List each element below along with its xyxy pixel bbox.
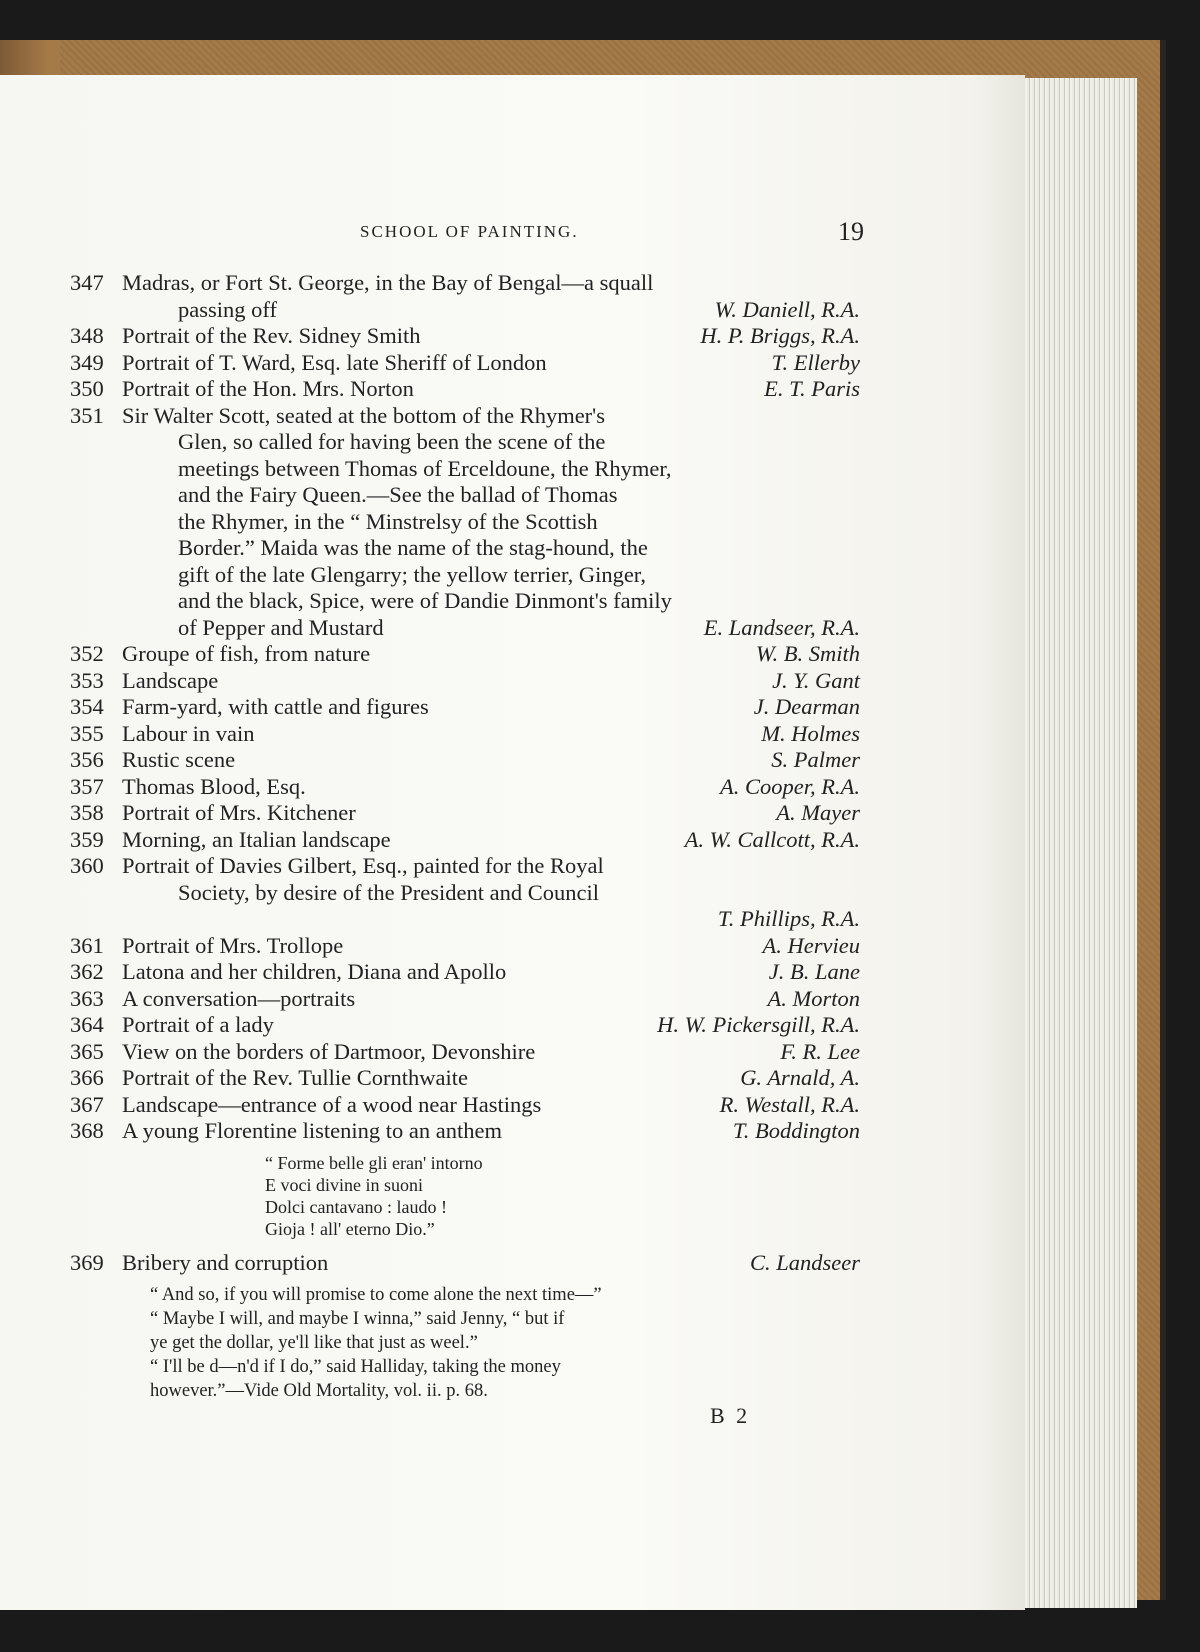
entry-title: A young Florentine listening to an anthem — [122, 1118, 502, 1143]
quote-line: “ Maybe I will, and maybe I winna,” said Jenny, “ but if — [150, 1309, 565, 1329]
entry-title: Portrait of the Hon. Mrs. Norton — [122, 376, 414, 401]
entry-artist: S. Palmer — [771, 747, 860, 772]
entry-artist: T. Boddington — [732, 1118, 860, 1143]
entry-artist: A. Cooper, R.A. — [720, 773, 860, 799]
entry-title: Rustic scene — [122, 747, 236, 772]
entry-number: 354 — [70, 694, 104, 719]
quote-line: E voci divine in suoni — [265, 1175, 423, 1195]
entry-title: Labour in vain — [122, 720, 255, 746]
entry-title: Portrait of Mrs. Kitchener — [122, 800, 356, 825]
entry-artist: T. Ellerby — [771, 349, 860, 375]
entry-number: 351 — [70, 402, 104, 428]
entry-title: Portrait of Davies Gilbert, Esq., painted for the Royal — [122, 853, 604, 878]
entry-artist: A. Mayer — [776, 800, 860, 825]
catalogue-entries — [70, 270, 860, 1145]
catalogue-row — [70, 906, 860, 933]
entry-title: Morning, an Italian landscape — [122, 826, 391, 852]
entry-artist: J. Y. Gant — [772, 667, 860, 693]
entry-artist: R. Westall, R.A. — [719, 1091, 860, 1117]
entry-number: 366 — [70, 1065, 104, 1090]
catalogue-row — [70, 297, 860, 324]
entry-number: 350 — [70, 376, 104, 401]
catalogue-row — [70, 403, 860, 430]
page-number: 19 — [838, 217, 864, 246]
signature-mark: B 2 — [710, 1403, 751, 1428]
entry-artist: H. W. Pickersgill, R.A. — [657, 1012, 860, 1037]
entry-title: of Pepper and Mustard — [178, 614, 384, 640]
entry-number: 364 — [70, 1012, 104, 1037]
entry-number: 363 — [70, 985, 104, 1011]
entry-number: 347 — [70, 270, 104, 295]
quote-line: Dolci cantavano : laudo ! — [265, 1197, 447, 1217]
catalogue-row — [70, 562, 860, 589]
entry-title: Portrait of a lady — [122, 1012, 274, 1037]
entry-title: Portrait of the Rev. Sidney Smith — [122, 323, 421, 348]
entry-title: Latona and her children, Diana and Apollo — [122, 959, 507, 984]
catalogue-row — [70, 668, 860, 695]
entry-number: 367 — [70, 1091, 104, 1117]
entry-title: Bribery and corruption — [122, 1250, 329, 1275]
catalogue-row — [70, 747, 860, 774]
entry-title: Farm-yard, with cattle and figures — [122, 694, 429, 719]
catalogue-row — [70, 1012, 860, 1039]
catalogue-row — [70, 588, 860, 615]
catalogue-row — [70, 323, 860, 350]
entry-artist: W. B. Smith — [755, 641, 860, 666]
catalogue-row — [70, 429, 860, 456]
running-header: SCHOOL OF PAINTING. — [360, 222, 579, 241]
entry-artist: A. W. Callcott, R.A. — [684, 826, 860, 852]
entry-title: Madras, or Fort St. George, in the Bay of Bengal—a squall — [122, 270, 654, 295]
quote-line: “ I'll be d—n'd if I do,” said Halliday, taking the money — [150, 1357, 561, 1377]
catalogue-row — [70, 800, 860, 827]
entry-title: View on the borders of Dartmoor, Devonshire — [122, 1038, 536, 1064]
entry-artist: F. R. Lee — [780, 1038, 860, 1064]
entry-title: Groupe of fish, from nature — [122, 641, 371, 666]
entry-title: Portrait of the Rev. Tullie Cornthwaite — [122, 1065, 469, 1090]
entry-artist: H. P. Briggs, R.A. — [700, 323, 860, 348]
entry-number: 349 — [70, 349, 104, 375]
entry-title: Portrait of Mrs. Trollope — [122, 932, 344, 958]
catalogue-row — [70, 853, 860, 880]
catalogue-row — [70, 1039, 860, 1066]
entry-title: and the black, Spice, were of Dandie Dinmont's family — [178, 588, 672, 613]
catalogue-row — [70, 270, 860, 297]
entry-number: 359 — [70, 826, 104, 852]
entry-title: gift of the late Glengarry; the yellow terrier, Ginger, — [178, 561, 647, 587]
catalogue-row — [70, 959, 860, 986]
entry-title: Landscape — [122, 667, 219, 693]
catalogue-row — [70, 482, 860, 509]
catalogue-row — [70, 694, 860, 721]
entry-artist: G. Arnald, A. — [740, 1065, 860, 1090]
entry-number: 352 — [70, 641, 104, 666]
entry-title: A conversation—portraits — [122, 985, 356, 1011]
entry-title: Glen, so called for having been the scene of the — [178, 429, 606, 454]
catalogue-row — [70, 641, 860, 668]
catalogue-row — [70, 376, 860, 403]
entry-title: Landscape—entrance of a wood near Hastings — [122, 1091, 542, 1117]
quote-line: Gioja ! all' eterno Dio.” — [265, 1219, 435, 1239]
catalogue-row — [70, 1065, 860, 1092]
entry-number: 360 — [70, 853, 104, 878]
catalogue-row — [70, 827, 860, 854]
entry-number: 361 — [70, 932, 104, 958]
entry-number: 358 — [70, 800, 104, 825]
entry-title: passing off — [178, 296, 277, 322]
entry-title: Thomas Blood, Esq. — [122, 773, 306, 799]
catalogue-row — [70, 721, 860, 748]
entry-title: Border.” Maida was the name of the stag-hound, the — [178, 535, 648, 560]
catalogue-row — [70, 456, 860, 483]
entry-title: meetings between Thomas of Erceldoune, the Rhymer, — [178, 455, 672, 481]
entry-number: 356 — [70, 747, 104, 772]
quote-369 — [150, 1283, 760, 1403]
entry-title: Portrait of T. Ward, Esq. late Sheriff of London — [122, 349, 547, 375]
entry-number: 369 — [70, 1250, 104, 1275]
catalogue-row — [70, 615, 860, 642]
entry-artist: E. Landseer, R.A. — [703, 614, 860, 640]
catalogue-row — [70, 1118, 860, 1145]
page-edges — [1015, 78, 1137, 1608]
quote-line: “ Forme belle gli eran' intorno — [265, 1153, 483, 1173]
entry-title: Sir Walter Scott, seated at the bottom of the Rhymer's — [122, 402, 605, 428]
catalogue-row — [70, 880, 860, 907]
entry-number: 365 — [70, 1038, 104, 1064]
entry-artist: J. Dearman — [753, 694, 860, 719]
catalogue-row — [70, 933, 860, 960]
entry-number: 357 — [70, 773, 104, 799]
entry-artist: M. Holmes — [761, 720, 860, 746]
entry-number: 368 — [70, 1118, 104, 1143]
catalogue-row — [70, 1092, 860, 1119]
entry-title: the Rhymer, in the “ Minstrelsy of the Scottish — [178, 508, 598, 534]
catalogue-row — [70, 350, 860, 377]
catalogue-row — [70, 986, 860, 1013]
quote-368 — [265, 1152, 483, 1240]
entry-number: 353 — [70, 667, 104, 693]
entry-artist: T. Phillips, R.A. — [717, 906, 860, 931]
entry-title: Society, by desire of the President and Council — [178, 879, 599, 905]
entry-number: 362 — [70, 959, 104, 984]
entry-artist: A. Morton — [767, 985, 860, 1011]
catalogue-entry-369 — [70, 1249, 860, 1277]
entry-artist: A. Hervieu — [762, 932, 860, 958]
quote-line: ye get the dollar, ye'll like that just as weel.” — [150, 1333, 478, 1353]
quote-line: “ And so, if you will promise to come alone the next time—” — [150, 1285, 602, 1305]
entry-artist: J. B. Lane — [768, 959, 860, 984]
entry-title: and the Fairy Queen.—See the ballad of Thomas — [178, 482, 618, 507]
catalogue-row — [70, 509, 860, 536]
entry-number: 348 — [70, 323, 104, 348]
quote-line: however.”—Vide Old Mortality, vol. ii. p. 68. — [150, 1381, 488, 1401]
catalogue-row — [70, 535, 860, 562]
catalogue-row — [70, 774, 860, 801]
entry-number: 355 — [70, 720, 104, 746]
entry-artist: C. Landseer — [749, 1250, 860, 1275]
entry-artist: W. Daniell, R.A. — [714, 296, 860, 322]
entry-artist: E. T. Paris — [764, 376, 860, 401]
